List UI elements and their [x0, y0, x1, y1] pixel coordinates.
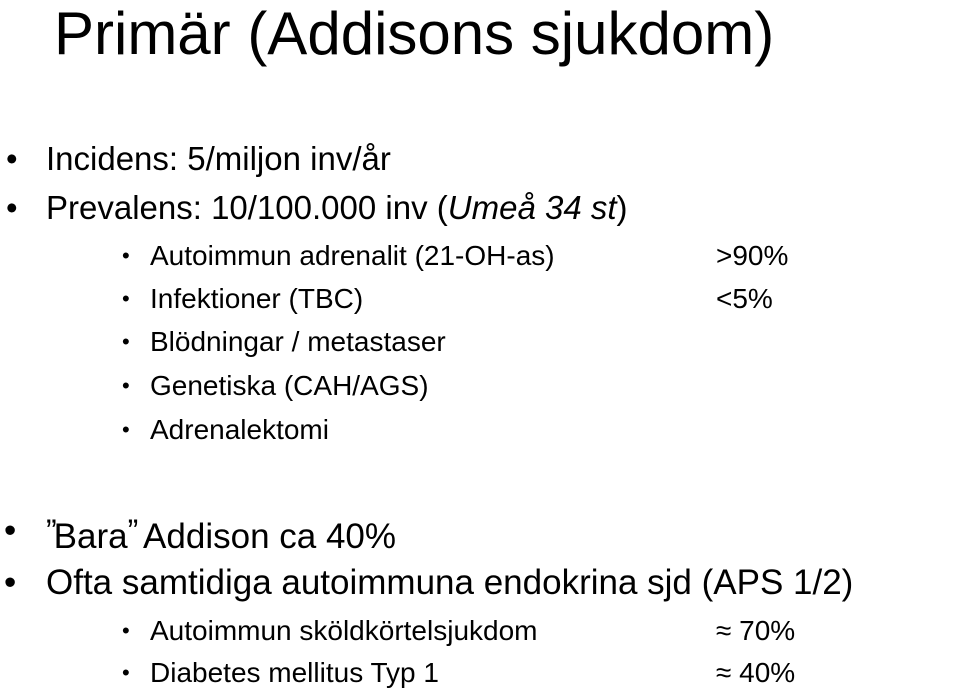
bullet-icon: • — [4, 563, 17, 602]
cause-label: Genetiska (CAH/AGS) — [150, 370, 429, 401]
bullet-icon: • — [122, 417, 130, 442]
bullet-icon: • — [6, 140, 18, 177]
bullet-icon: • — [122, 373, 130, 398]
bullet-icon: • — [122, 329, 130, 354]
assoc-value: ≈ 70% — [716, 615, 796, 646]
assoc-item — [122, 613, 538, 649]
cause-label: Blödningar / metastaser — [150, 326, 446, 357]
assoc-label: Autoimmun sköldkörtelsjukdom — [150, 615, 538, 646]
bullet-bara-addison — [4, 509, 396, 559]
cause-label: Adrenalektomi — [150, 414, 329, 445]
bara-word: Bara — [53, 517, 128, 556]
cause-item — [122, 238, 555, 274]
cause-item — [122, 324, 446, 360]
incidens-text: Incidens: 5/miljon inv/år — [46, 140, 391, 177]
bara-rest: Addison ca 40% — [143, 517, 396, 556]
assoc-value: ≈ 40% — [716, 657, 796, 688]
bullet-icon: • — [122, 243, 130, 268]
ofta-text: Ofta samtidiga autoimmuna endokrina sjd (APS 1/2) — [46, 563, 854, 602]
assoc-item — [122, 655, 439, 691]
bullet-icon: • — [6, 189, 18, 226]
cause-item — [122, 281, 364, 317]
cause-value: <5% — [716, 283, 773, 314]
cause-value: >90% — [716, 240, 789, 271]
cause-label: Infektioner (TBC) — [150, 283, 364, 314]
bullet-ofta — [4, 561, 854, 605]
slide-title: Primär (Addisons sjukdom) — [54, 0, 775, 67]
quote-mark-open: ” — [46, 513, 54, 549]
assoc-label: Diabetes mellitus Typ 1 — [150, 657, 439, 688]
bullet-icon: • — [122, 660, 130, 685]
cause-item — [122, 368, 429, 404]
bullet-icon: • — [122, 618, 130, 643]
bullet-prevalens — [6, 188, 628, 228]
bullet-incidens — [6, 139, 391, 179]
quote-mark-close: ” — [127, 513, 136, 549]
bullet-icon: • — [4, 511, 17, 550]
cause-item — [122, 412, 329, 448]
prevalens-text: Prevalens: 10/100.000 inv (Umeå 34 st) — [46, 189, 628, 226]
cause-label: Autoimmun adrenalit (21-OH-as) — [150, 240, 555, 271]
bullet-icon: • — [122, 286, 130, 311]
